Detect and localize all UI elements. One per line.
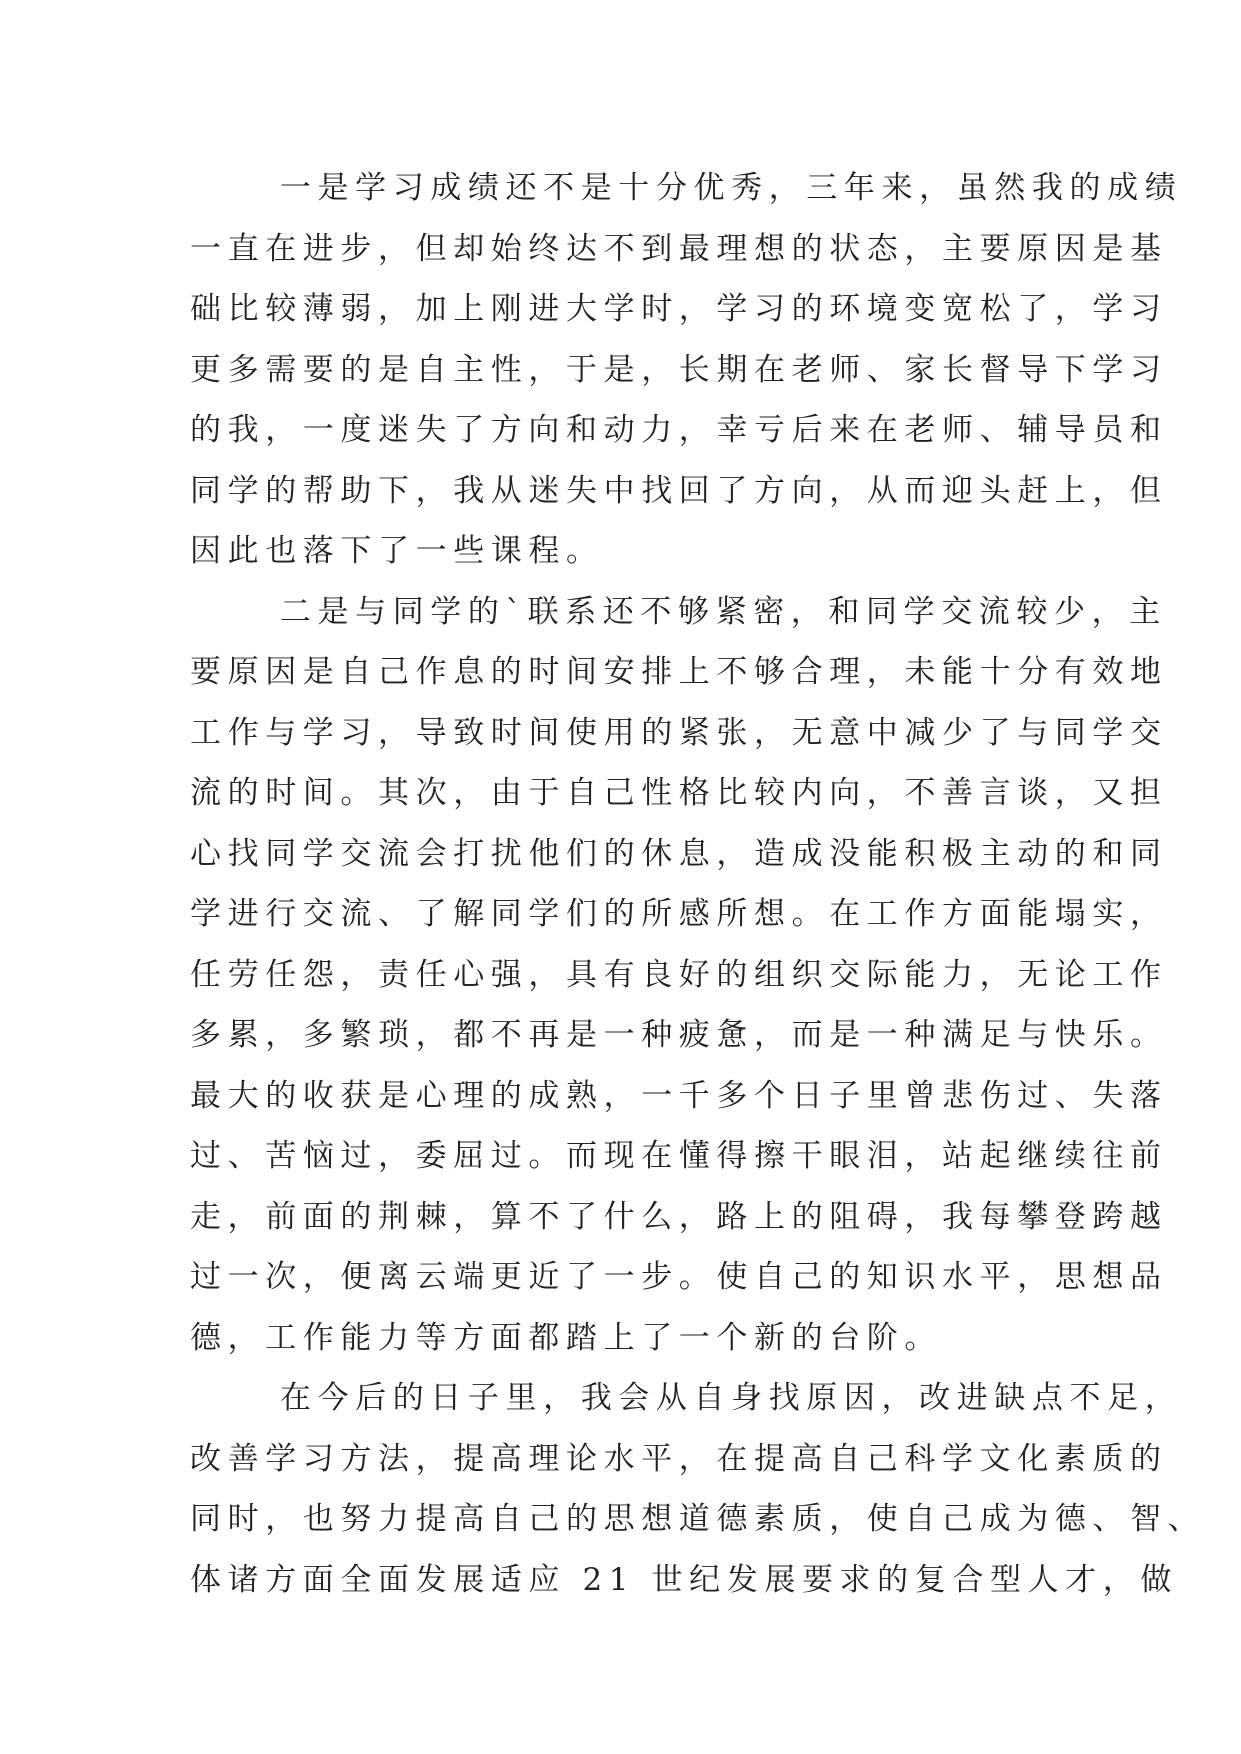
text-line: 础比较薄弱，加上刚进大学时，学习的环境变宽松了，学习 [190,291,1168,327]
text-line: 一直在进步，但却始终达不到最理想的状态，主要原因是基 [190,230,1168,267]
text-line: 心找同学交流会打扰他们的休息，造成没能积极主动的和同 [190,835,1168,872]
text-line: 走，前面的荆棘，算不了什么，路上的阻碍，我每攀登跨越 [190,1198,1168,1235]
text-line: 过、苦恼过，委屈过。而现在懂得擦干眼泪，站起继续往前 [190,1138,1168,1174]
text-line: 学进行交流、了解同学们的所感所想。在工作方面能塌实， [190,896,1168,932]
text-line: 二是与同学的`联系还不够紧密，和同学交流较少，主 [279,593,1167,630]
text-line: 的我，一度迷失了方向和动力，幸亏后来在老师、辅导员和 [190,412,1168,448]
text-line: 德，工作能力等方面都踏上了一个新的台阶。 [190,1319,942,1356]
text-line: 过一次，便离云端更近了一步。使自己的知识水平，思想品 [190,1259,1168,1295]
text-line: 要原因是自己作息的时间安排上不够合理，未能十分有效地 [190,654,1168,690]
text-line: 多累，多繁琐，都不再是一种疲惫，而是一种满足与快乐。 [190,1017,1168,1053]
text-line: 同时，也努力提高自己的思想道德素质，使自己成为德、智、 [190,1501,1206,1537]
text-line: 最大的收获是心理的成熟，一千多个日子里曾悲伤过、失落 [190,1077,1168,1114]
text-line: 改善学习方法，提高理论水平，在提高自己科学文化素质的 [190,1440,1168,1477]
text-line: 一是学习成绩还不是十分优秀，三年来，虽然我的成绩 [279,170,1183,206]
text-line: 任劳任怨，责任心强，具有良好的组织交际能力，无论工作 [190,956,1168,993]
text-line: 因此也落下了一些课程。 [190,533,604,569]
document-body [190,158,1206,1610]
paragraph-1 [190,158,1183,582]
text-line: 同学的帮助下，我从迷失中找回了方向，从而迎头赶上，但 [190,472,1168,509]
text-line: 流的时间。其次，由于自己性格比较内向，不善言谈，又担 [190,775,1168,811]
text-line: 在今后的日子里，我会从自身找原因，改进缺点不足， [279,1380,1183,1416]
text-line: 更多需要的是自主性，于是，长期在老师、家长督导下学习 [190,351,1168,388]
text-line: 工作与学习，导致时间使用的紧张，无意中减少了与同学交 [190,714,1168,751]
paragraph-3 [190,1368,1206,1610]
paragraph-2 [190,582,1168,1369]
text-line: 体诸方面全面发展适应 21 世纪发展要求的复合型人才，做 [190,1561,1178,1598]
